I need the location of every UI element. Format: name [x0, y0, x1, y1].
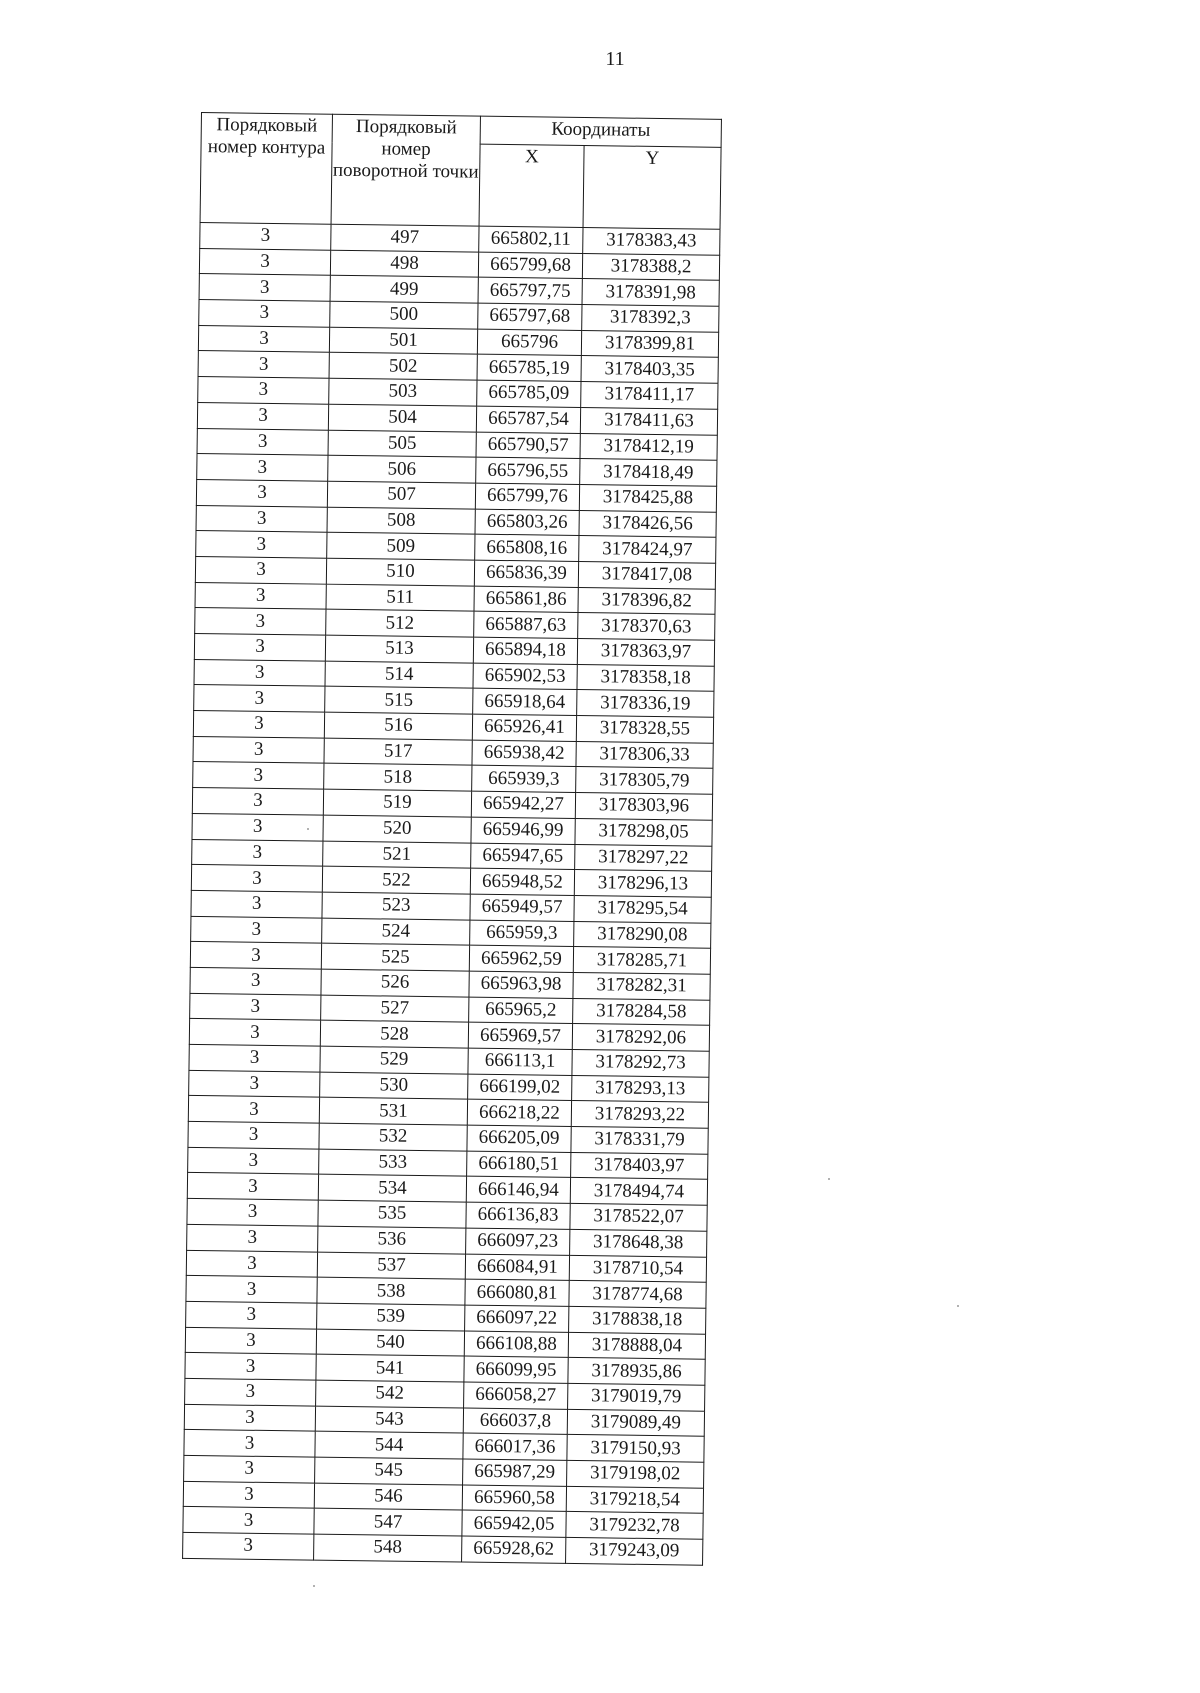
cell-x: 666080,81 [465, 1279, 569, 1306]
cell-contour-number: 3 [198, 325, 329, 352]
cell-x: 665963,98 [469, 971, 573, 998]
cell-x: 666108,88 [464, 1331, 568, 1358]
cell-y: 3178284,58 [573, 998, 710, 1025]
cell-y: 3178774,68 [569, 1281, 706, 1308]
cell-point-number: 547 [314, 1508, 462, 1536]
cell-point-number: 533 [319, 1149, 467, 1177]
cell-contour-number: 3 [190, 993, 321, 1020]
cell-contour-number: 3 [194, 685, 325, 712]
cell-x: 666180,51 [467, 1151, 571, 1178]
cell-contour-number: 3 [196, 531, 327, 558]
cell-contour-number: 3 [187, 1224, 318, 1251]
cell-contour-number: 3 [184, 1430, 315, 1457]
cell-point-number: 544 [315, 1431, 463, 1459]
cell-contour-number: 3 [195, 608, 326, 635]
cell-point-number: 508 [327, 507, 475, 535]
cell-y: 3178494,74 [570, 1178, 707, 1205]
cell-contour-number: 3 [192, 813, 323, 840]
cell-point-number: 525 [321, 943, 469, 971]
cell-x: 665803,26 [475, 509, 579, 536]
cell-x: 665987,29 [463, 1459, 567, 1486]
cell-point-number: 539 [317, 1303, 465, 1331]
cell-x: 665969,57 [468, 1022, 572, 1049]
cell-contour-number: 3 [199, 300, 330, 327]
cell-y: 3178285,71 [573, 947, 710, 974]
cell-contour-number: 3 [192, 839, 323, 866]
cell-x: 666136,83 [466, 1202, 570, 1229]
cell-point-number: 546 [314, 1483, 462, 1511]
cell-point-number: 545 [315, 1457, 463, 1485]
cell-contour-number: 3 [186, 1276, 317, 1303]
cell-point-number: 511 [326, 584, 474, 612]
cell-y: 3178388,2 [582, 253, 719, 280]
cell-point-number: 501 [329, 327, 477, 355]
cell-y: 3178298,05 [575, 818, 712, 845]
cell-y: 3179019,79 [568, 1383, 705, 1410]
cell-x: 665808,16 [475, 534, 579, 561]
cell-x: 665785,19 [477, 355, 581, 382]
cell-contour-number: 3 [193, 736, 324, 763]
table-body [183, 222, 720, 1564]
cell-y: 3179218,54 [566, 1486, 703, 1513]
cell-point-number: 524 [322, 918, 470, 946]
cell-contour-number: 3 [183, 1481, 314, 1508]
cell-x: 665861,86 [474, 586, 578, 613]
cell-point-number: 526 [321, 969, 469, 997]
cell-y: 3178426,56 [579, 510, 716, 537]
cell-contour-number: 3 [198, 351, 329, 378]
cell-x: 665796 [477, 329, 581, 356]
cell-y: 3179089,49 [567, 1409, 704, 1436]
cell-contour-number: 3 [199, 274, 330, 301]
cell-contour-number: 3 [196, 479, 327, 506]
cell-y: 3178710,54 [569, 1255, 706, 1282]
cell-x: 665787,54 [476, 406, 580, 433]
header-y: Y [583, 146, 721, 230]
cell-x: 666097,23 [466, 1228, 570, 1255]
cell-point-number: 504 [328, 404, 476, 432]
cell-contour-number: 3 [191, 890, 322, 917]
cell-contour-number: 3 [187, 1173, 318, 1200]
cell-point-number: 536 [318, 1226, 466, 1254]
cell-point-number: 530 [320, 1072, 468, 1100]
cell-y: 3178363,97 [577, 638, 714, 665]
cell-point-number: 538 [317, 1277, 465, 1305]
cell-point-number: 521 [323, 841, 471, 869]
cell-contour-number: 3 [200, 222, 331, 249]
cell-contour-number: 3 [194, 659, 325, 686]
cell-x: 665942,05 [462, 1510, 566, 1537]
cell-y: 3178370,63 [578, 613, 715, 640]
cell-y: 3178399,81 [581, 330, 718, 357]
cell-point-number: 514 [325, 661, 473, 689]
scan-speck [307, 828, 309, 830]
cell-x: 665894,18 [473, 637, 577, 664]
cell-x: 665926,41 [472, 714, 576, 741]
cell-x: 666199,02 [468, 1074, 572, 1101]
cell-x: 665802,11 [479, 226, 583, 253]
cell-y: 3178403,97 [571, 1152, 708, 1179]
cell-contour-number: 3 [195, 582, 326, 609]
cell-contour-number: 3 [186, 1301, 317, 1328]
cell-x: 665785,09 [477, 380, 581, 407]
cell-point-number: 518 [324, 764, 472, 792]
cell-point-number: 528 [320, 1020, 468, 1048]
cell-contour-number: 3 [196, 505, 327, 532]
cell-y: 3178297,22 [575, 844, 712, 871]
cell-y: 3178391,98 [582, 279, 719, 306]
cell-y: 3178392,3 [582, 305, 719, 332]
cell-contour-number: 3 [193, 762, 324, 789]
cell-y: 3179232,78 [566, 1512, 703, 1539]
cell-point-number: 522 [322, 866, 470, 894]
cell-x: 665796,55 [476, 457, 580, 484]
cell-contour-number: 3 [188, 1096, 319, 1123]
cell-point-number: 537 [317, 1252, 465, 1280]
cell-x: 665902,53 [473, 663, 577, 690]
cell-x: 665960,58 [462, 1485, 566, 1512]
cell-y: 3178305,79 [576, 767, 713, 794]
cell-point-number: 543 [315, 1406, 463, 1434]
cell-y: 3178412,19 [580, 433, 717, 460]
cell-y: 3178295,54 [574, 895, 711, 922]
cell-y: 3178396,82 [578, 587, 715, 614]
cell-contour-number: 3 [188, 1121, 319, 1148]
header-x: X [479, 144, 584, 227]
cell-contour-number: 3 [185, 1378, 316, 1405]
cell-y: 3178424,97 [579, 536, 716, 563]
cell-y: 3178522,07 [570, 1204, 707, 1231]
cell-y: 3178888,04 [568, 1332, 705, 1359]
cell-point-number: 497 [331, 224, 479, 252]
cell-y: 3178303,96 [575, 793, 712, 820]
cell-contour-number: 3 [189, 1044, 320, 1071]
scan-speck [313, 1585, 315, 1587]
cell-x: 665887,63 [474, 611, 578, 638]
cell-point-number: 535 [318, 1200, 466, 1228]
cell-point-number: 531 [319, 1098, 467, 1126]
cell-point-number: 534 [318, 1175, 466, 1203]
cell-x: 665942,27 [471, 791, 575, 818]
cell-point-number: 502 [329, 353, 477, 381]
cell-contour-number: 3 [193, 711, 324, 738]
cell-point-number: 506 [328, 455, 476, 483]
cell-point-number: 500 [330, 301, 478, 329]
cell-x: 665799,68 [478, 252, 582, 279]
cell-point-number: 507 [327, 481, 475, 509]
cell-y: 3178358,18 [577, 664, 714, 691]
cell-contour-number: 3 [183, 1532, 314, 1559]
cell-x: 666058,27 [464, 1382, 568, 1409]
cell-y: 3178383,43 [583, 228, 720, 255]
cell-point-number: 529 [320, 1046, 468, 1074]
cell-x: 665928,62 [462, 1536, 566, 1563]
cell-point-number: 498 [330, 250, 478, 278]
cell-contour-number: 3 [185, 1327, 316, 1354]
cell-y: 3178331,79 [571, 1126, 708, 1153]
cell-y: 3178838,18 [569, 1306, 706, 1333]
coordinates-table [182, 112, 722, 1565]
cell-contour-number: 3 [191, 865, 322, 892]
cell-contour-number: 3 [190, 942, 321, 969]
cell-x: 666205,09 [467, 1125, 571, 1152]
cell-x: 665836,39 [474, 560, 578, 587]
cell-contour-number: 3 [184, 1455, 315, 1482]
cell-point-number: 520 [323, 815, 471, 843]
cell-x: 665938,42 [472, 740, 576, 767]
cell-x: 665948,52 [470, 868, 574, 895]
cell-x: 665790,57 [476, 432, 580, 459]
cell-contour-number: 3 [183, 1507, 314, 1534]
cell-contour-number: 3 [197, 402, 328, 429]
cell-y: 3178292,73 [572, 1049, 709, 1076]
cell-y: 3179150,93 [567, 1435, 704, 1462]
cell-point-number: 505 [328, 430, 476, 458]
cell-contour-number: 3 [197, 428, 328, 455]
cell-contour-number: 3 [194, 633, 325, 660]
cell-point-number: 499 [330, 276, 478, 304]
header-point-number: Порядковый номер поворотной точки [331, 114, 480, 226]
cell-y: 3178411,17 [581, 382, 718, 409]
cell-y: 3178292,06 [572, 1024, 709, 1051]
cell-point-number: 517 [324, 738, 472, 766]
table-header [200, 113, 721, 230]
cell-contour-number: 3 [191, 916, 322, 943]
cell-y: 3178403,35 [581, 356, 718, 383]
cell-contour-number: 3 [186, 1250, 317, 1277]
cell-point-number: 516 [324, 712, 472, 740]
cell-contour-number: 3 [189, 1019, 320, 1046]
cell-point-number: 510 [326, 558, 474, 586]
cell-y: 3178648,38 [570, 1229, 707, 1256]
cell-contour-number: 3 [197, 454, 328, 481]
cell-point-number: 548 [314, 1534, 462, 1562]
cell-x: 666218,22 [467, 1099, 571, 1126]
cell-contour-number: 3 [184, 1404, 315, 1431]
cell-contour-number: 3 [198, 377, 329, 404]
cell-point-number: 503 [329, 378, 477, 406]
cell-x: 665797,75 [478, 278, 582, 305]
cell-x: 665946,99 [471, 817, 575, 844]
cell-point-number: 515 [325, 687, 473, 715]
cell-x: 665959,3 [470, 920, 574, 947]
header-contour-number: Порядковый номер контура [200, 113, 332, 225]
cell-y: 3178290,08 [574, 921, 711, 948]
cell-point-number: 519 [323, 789, 471, 817]
cell-contour-number: 3 [199, 248, 330, 275]
cell-y: 3178411,63 [580, 407, 717, 434]
cell-x: 665965,2 [469, 997, 573, 1024]
cell-contour-number: 3 [188, 1147, 319, 1174]
cell-x: 666084,91 [465, 1254, 569, 1281]
cell-y: 3178293,22 [571, 1101, 708, 1128]
cell-y: 3179243,09 [566, 1537, 703, 1564]
cell-point-number: 523 [322, 892, 470, 920]
cell-contour-number: 3 [187, 1199, 318, 1226]
cell-y: 3178296,13 [574, 870, 711, 897]
cell-x: 666113,1 [468, 1048, 572, 1075]
cell-y: 3178306,33 [576, 741, 713, 768]
cell-x: 665939,3 [472, 766, 576, 793]
header-coordinates: Координаты [480, 116, 721, 147]
cell-y: 3178282,31 [573, 972, 710, 999]
cell-contour-number: 3 [189, 1070, 320, 1097]
cell-y: 3178328,55 [576, 716, 713, 743]
cell-contour-number: 3 [185, 1353, 316, 1380]
cell-x: 665962,59 [469, 945, 573, 972]
cell-point-number: 541 [316, 1354, 464, 1382]
cell-point-number: 527 [321, 995, 469, 1023]
cell-y: 3178336,19 [577, 690, 714, 717]
cell-x: 665947,65 [471, 843, 575, 870]
cell-x: 665918,64 [473, 688, 577, 715]
cell-y: 3178425,88 [579, 484, 716, 511]
page-number: 11 [605, 48, 625, 70]
cell-point-number: 509 [327, 532, 475, 560]
cell-x: 666017,36 [463, 1433, 567, 1460]
cell-point-number: 513 [325, 635, 473, 663]
scan-speck [957, 1305, 959, 1307]
cell-point-number: 542 [316, 1380, 464, 1408]
cell-x: 665949,57 [470, 894, 574, 921]
cell-x: 665797,68 [478, 303, 582, 330]
cell-contour-number: 3 [195, 556, 326, 583]
scan-speck [828, 1178, 830, 1180]
cell-x: 666099,95 [464, 1356, 568, 1383]
cell-contour-number: 3 [190, 967, 321, 994]
cell-point-number: 532 [319, 1123, 467, 1151]
cell-x: 666146,94 [466, 1177, 570, 1204]
cell-x: 665799,76 [475, 483, 579, 510]
cell-point-number: 540 [316, 1329, 464, 1357]
cell-contour-number: 3 [192, 788, 323, 815]
cell-y: 3178935,86 [568, 1358, 705, 1385]
cell-y: 3178293,13 [572, 1075, 709, 1102]
cell-y: 3178417,08 [578, 561, 715, 588]
cell-x: 666037,8 [463, 1408, 567, 1435]
cell-x: 666097,22 [465, 1305, 569, 1332]
cell-y: 3179198,02 [567, 1460, 704, 1487]
cell-y: 3178418,49 [580, 459, 717, 486]
cell-point-number: 512 [326, 609, 474, 637]
